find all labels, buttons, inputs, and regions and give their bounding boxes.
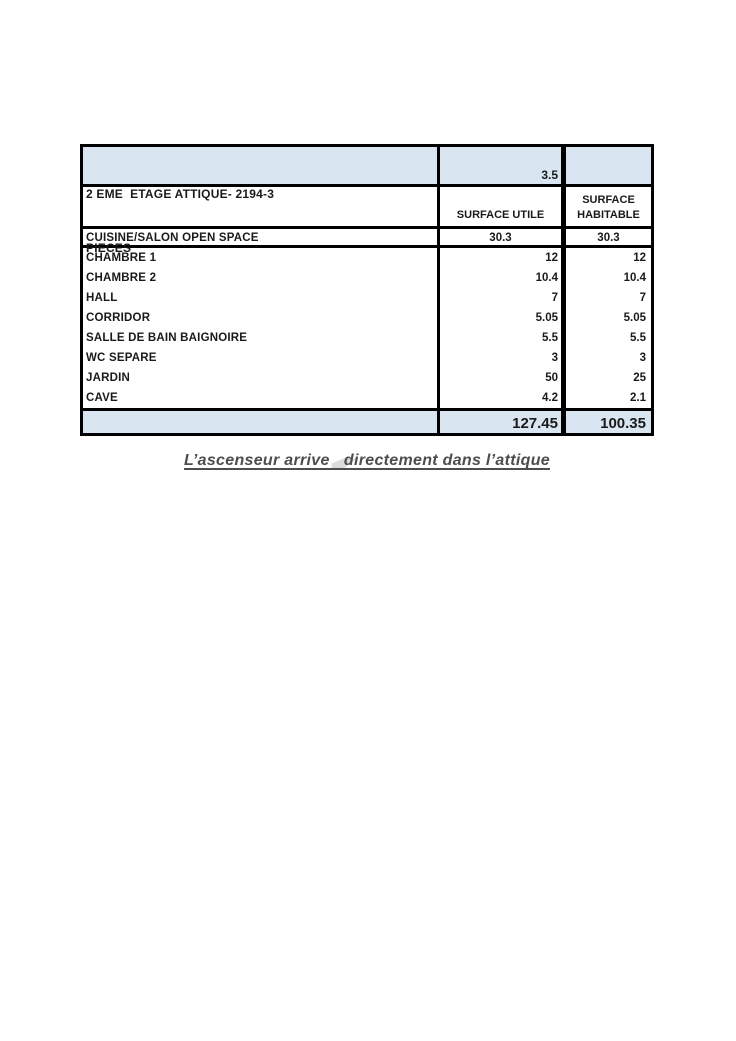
pieces-value: 3.5 — [541, 168, 558, 182]
column-header-surface-habitable: SURFACE HABITABLE — [577, 194, 640, 221]
floor-title: 2 EME ETAGE ATTIQUE- 2194-3 — [86, 187, 275, 201]
pieces-label: PIECES — [86, 241, 132, 255]
surface-utile-value: 5.5 — [440, 328, 566, 348]
surface-habitable-value: 5.5 — [630, 332, 646, 344]
room-label: CHAMBRE 1 — [83, 248, 440, 268]
surface-utile-value: 30.3 — [440, 229, 566, 245]
table-row — [83, 368, 651, 388]
surface-habitable-value: 7 — [639, 292, 646, 304]
totals-row — [83, 408, 651, 433]
room-label: CAVE — [83, 388, 440, 408]
column-header-row — [83, 187, 651, 229]
surface-habitable-value: 3 — [639, 352, 646, 364]
surface-habitable-value: 5.05 — [623, 312, 646, 324]
surface-utile-value: 7 — [440, 288, 566, 308]
pieces-value-cell — [440, 147, 566, 184]
table-row — [83, 268, 651, 288]
total-surface-utile: 127.45 — [440, 411, 566, 433]
surface-utile-value: 50 — [440, 368, 566, 388]
room-label: JARDIN — [83, 368, 440, 388]
table-row — [83, 308, 651, 328]
surface-utile-value: 4.2 — [440, 388, 566, 408]
total-surface-habitable: 100.35 — [600, 415, 646, 432]
room-label: CUISINE/SALON OPEN SPACE — [83, 229, 440, 245]
room-label: SALLE DE BAIN BAIGNOIRE — [83, 328, 440, 348]
table-row — [83, 328, 651, 348]
table-row — [83, 348, 651, 368]
footnote — [80, 452, 654, 470]
table-row — [83, 288, 651, 308]
surface-table — [80, 144, 654, 436]
surface-habitable-value: 2.1 — [630, 392, 646, 404]
room-label: CHAMBRE 2 — [83, 268, 440, 288]
room-label: HALL — [83, 288, 440, 308]
totals-empty-cell — [83, 411, 440, 433]
table-row — [83, 248, 651, 268]
surface-utile-value: 5.05 — [440, 308, 566, 328]
surface-habitable-value: 10.4 — [623, 272, 646, 284]
surface-utile-value: 10.4 — [440, 268, 566, 288]
surface-habitable-value: 25 — [633, 372, 646, 384]
column-header-surface-utile: SURFACE UTILE — [440, 187, 566, 226]
title-row-empty-cell — [566, 147, 651, 184]
surface-utile-value: 12 — [440, 248, 566, 268]
table-row — [83, 388, 651, 408]
surface-habitable-value: 30.3 — [597, 232, 620, 244]
surface-habitable-value: 12 — [633, 252, 646, 264]
column-header-empty-cell — [83, 187, 440, 226]
footnote-text: L’ascenseur arrive directement dans l’attique — [184, 452, 550, 469]
room-label: CORRIDOR — [83, 308, 440, 328]
surface-utile-value: 3 — [440, 348, 566, 368]
room-label: WC SEPARE — [83, 348, 440, 368]
